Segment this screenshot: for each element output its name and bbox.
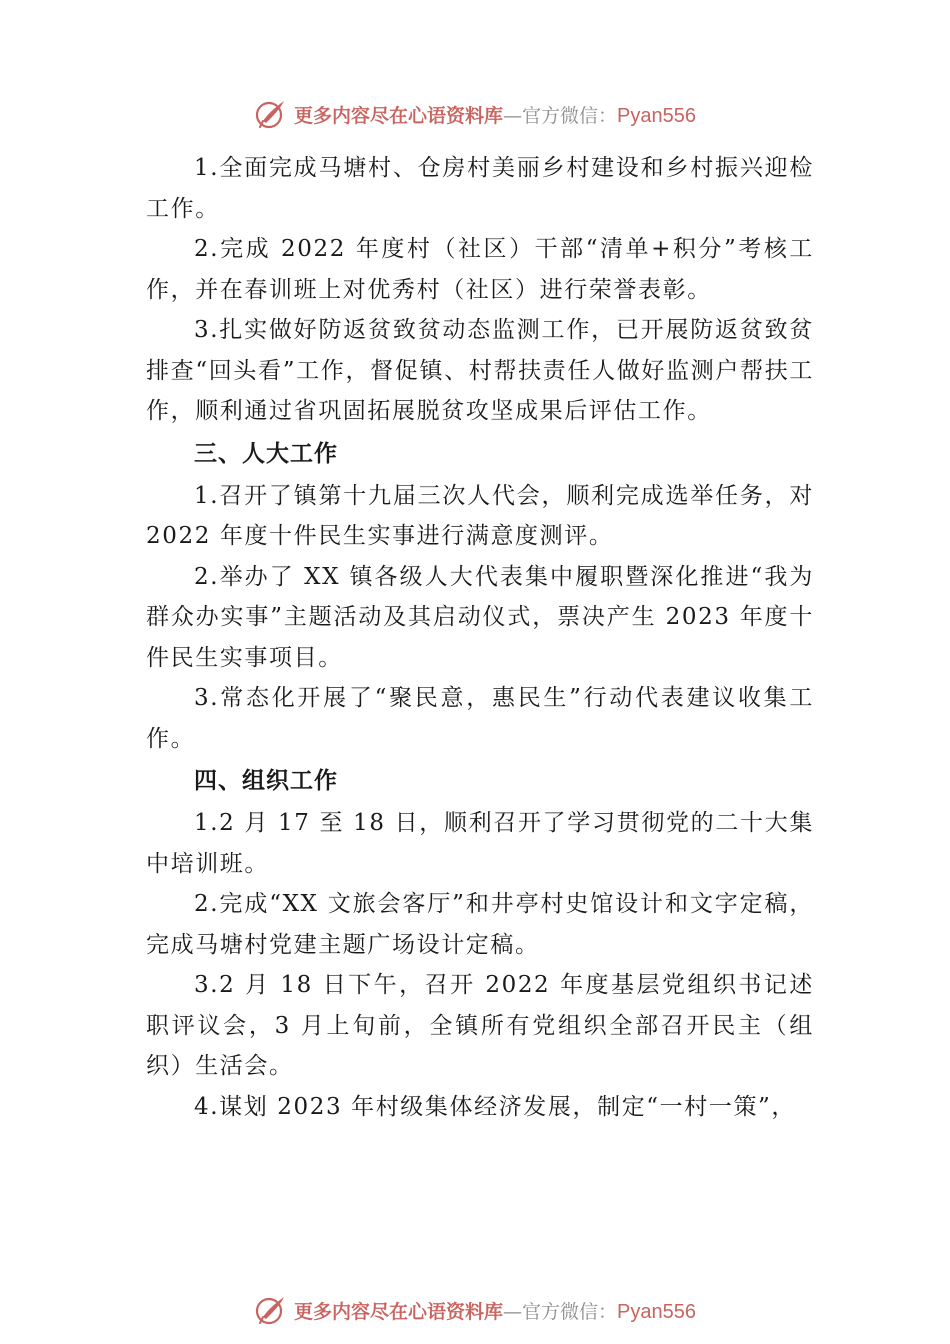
paragraph: 3.2 月 18 日下午，召开 2022 年度基层党组织书记述职评议会，3 月上旬前，全镇所有党组织全部召开民主（组织）生活会。 — [146, 972, 814, 1079]
paragraph: 1.召开了镇第十九届三次人代会，顺利完成选举任务，对 2022 年度十件民生实事进行满意度测评。 — [146, 482, 814, 549]
banner-separator-text: —官方微信： — [503, 1300, 618, 1323]
banner-main-text: 更多内容尽在心语资料库 — [294, 1300, 504, 1323]
wechat-id: Pyan556 — [617, 104, 696, 127]
banner-separator-text: —官方微信： — [503, 104, 618, 127]
paragraph: 1.2 月 17 至 18 日，顺利召开了学习贯彻党的二十大集中培训班。 — [146, 810, 814, 877]
paragraph: 3.扎实做好防返贫致贫动态监测工作，已开展防返贫致贫排查“回头看”工作，督促镇、村帮扶责任人做好监测户帮扶工作，顺利通过省巩固拓展脱贫攻坚成果后评估工作。 — [146, 317, 814, 424]
paragraph: 2.举办了 XX 镇各级人大代表集中履职暨深化推进“我为群众办实事”主题活动及其启动仪式，票决产生 2023 年度十件民生实事项目。 — [146, 563, 814, 671]
banner-main-text: 更多内容尽在心语资料库 — [294, 104, 504, 127]
footer-banner — [0, 1290, 950, 1330]
wechat-id: Pyan556 — [617, 1300, 696, 1323]
header-banner — [0, 94, 950, 134]
paragraph: 3.常态化开展了“聚民意，惠民生”行动代表建议收集工作。 — [146, 685, 814, 752]
document-body — [146, 148, 814, 1127]
paragraph: 2.完成 2022 年度村（社区）干部“清单+积分”考核工作，并在春训班上对优秀村（社区）进行荣誉表彰。 — [146, 236, 814, 303]
banner-text — [294, 1297, 696, 1324]
quill-pen-logo-icon — [254, 97, 288, 131]
paragraph: 2.完成“XX 文旅会客厅”和井亭村史馆设计和文字定稿，完成马塘村党建主题广场设计定稿。 — [146, 891, 814, 958]
banner-text — [294, 101, 696, 128]
section-heading: 四、组织工作 — [194, 768, 338, 794]
section-heading: 三、人大工作 — [194, 440, 338, 467]
quill-pen-logo-icon — [254, 1293, 288, 1327]
paragraph: 4.谋划 2023 年村级集体经济发展，制定“一村一策”， — [194, 1093, 797, 1120]
paragraph: 1.全面完成马塘村、仓房村美丽乡村建设和乡村振兴迎检工作。 — [146, 155, 814, 222]
